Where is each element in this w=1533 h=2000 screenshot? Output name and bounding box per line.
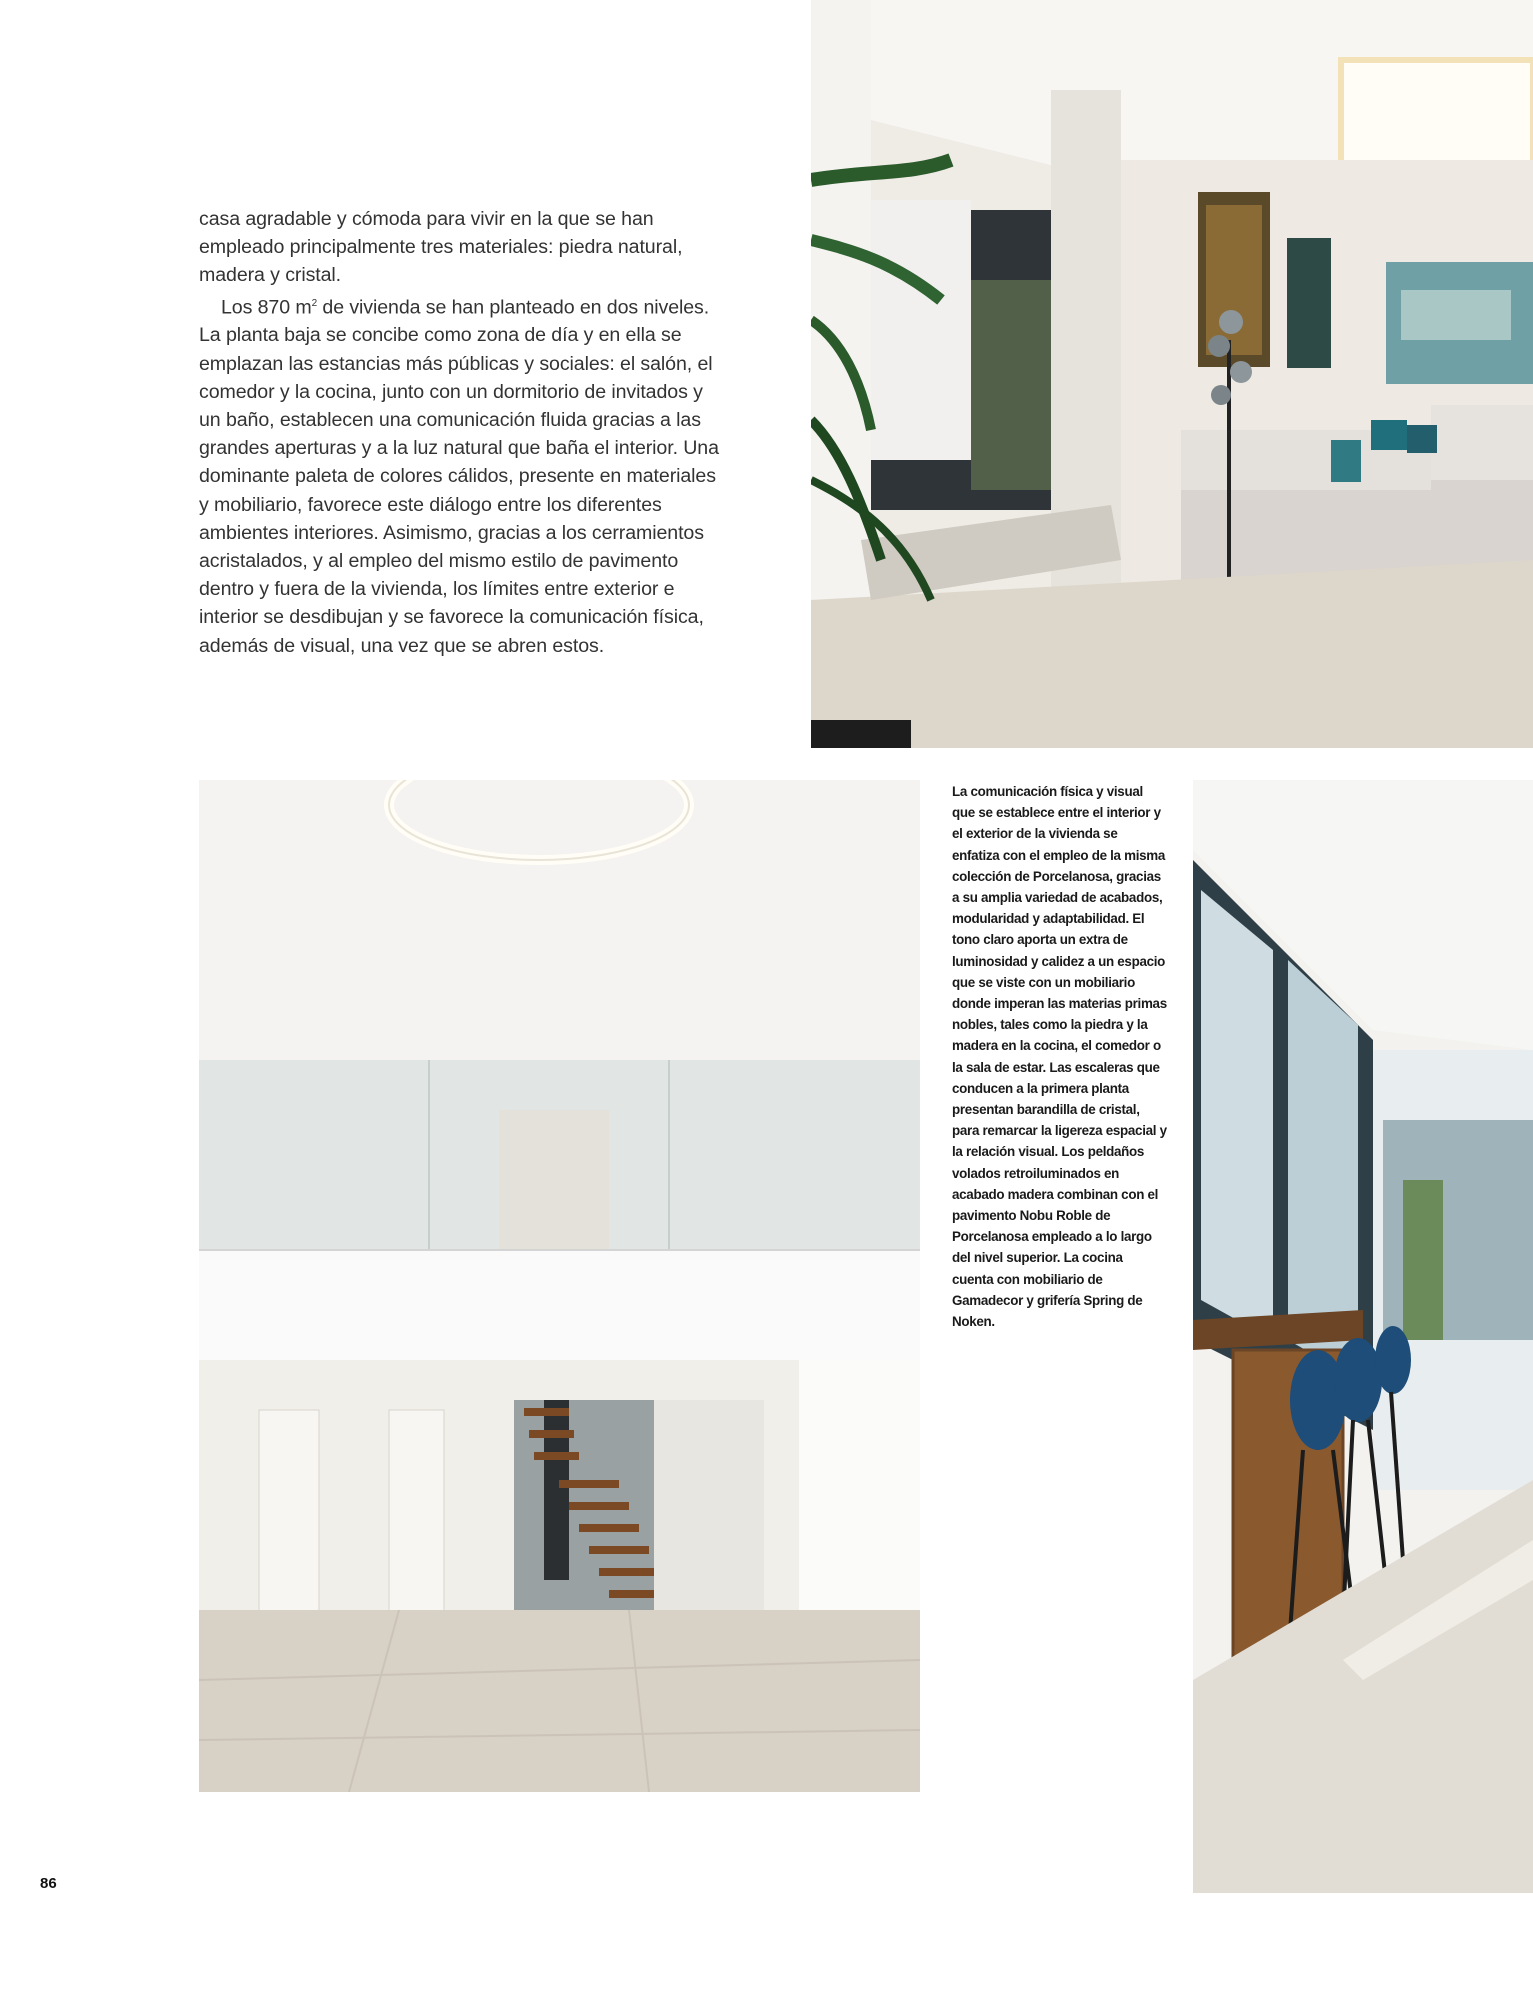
page-number: 86 (40, 1875, 57, 1892)
paragraph-text: de vivienda se han planteado en dos niveles. La planta baja se concibe como zona de día y en ella se emplazan las estancias más públicas y sociales: el salón, el comedor y la cocina, junto con un dormitorio de invitados y un baño, establecen una comunicación fluida gracias a las grandes aperturas y a la luz natural que baña el interior. Una dominante paleta de colores cálidos, presente en materiales y mobiliario, favorece este diálogo entre los diferentes ambientes interiores. Asimismo, gracias a los cerramientos acristalados, y al empleo del mismo estilo de pavimento dentro y fuera de la vivienda, los límites entre exterior e interior se desdibujan y se favorece la comunicación física, además de visual, una vez que se abren estos. (199, 296, 719, 657)
article-paragraph: casa agradable y cómoda para vivir en la que se han empleado principalmente tres materiales: piedra natural, madera y cristal. (199, 208, 683, 287)
hall-staircase-photo (199, 780, 920, 1792)
article-body (199, 205, 719, 660)
superscript: 2 (311, 297, 318, 309)
paragraph-text: Los 870 m (221, 296, 312, 319)
article-paragraph (199, 290, 719, 660)
kitchen-bar-photo (1193, 780, 1533, 1893)
living-room-photo (811, 0, 1533, 748)
photo-caption: La comunicación física y visual que se establece entre el interior y el exterior de la vivienda se enfatiza con el empleo de la misma colección de Porcelanosa, gracias a su amplia variedad de acabados, modularidad y adaptabilidad. El tono claro aporta un extra de luminosidad y calidez a un espacio que se viste con un mobiliario donde imperan las materias primas nobles, tales como la piedra y la madera en la cocina, el comedor o la sala de estar. Las escaleras que conducen a la primera planta presentan barandilla de cristal, para remarcar la ligereza espacial y la relación visual. Los peldaños volados retroiluminados en acabado madera combinan con el pavimento Nobu Roble de Porcelanosa empleado a lo largo del nivel superior. La cocina cuenta con mobiliario de Gamadecor y grifería Spring de Noken. (952, 784, 1167, 1330)
